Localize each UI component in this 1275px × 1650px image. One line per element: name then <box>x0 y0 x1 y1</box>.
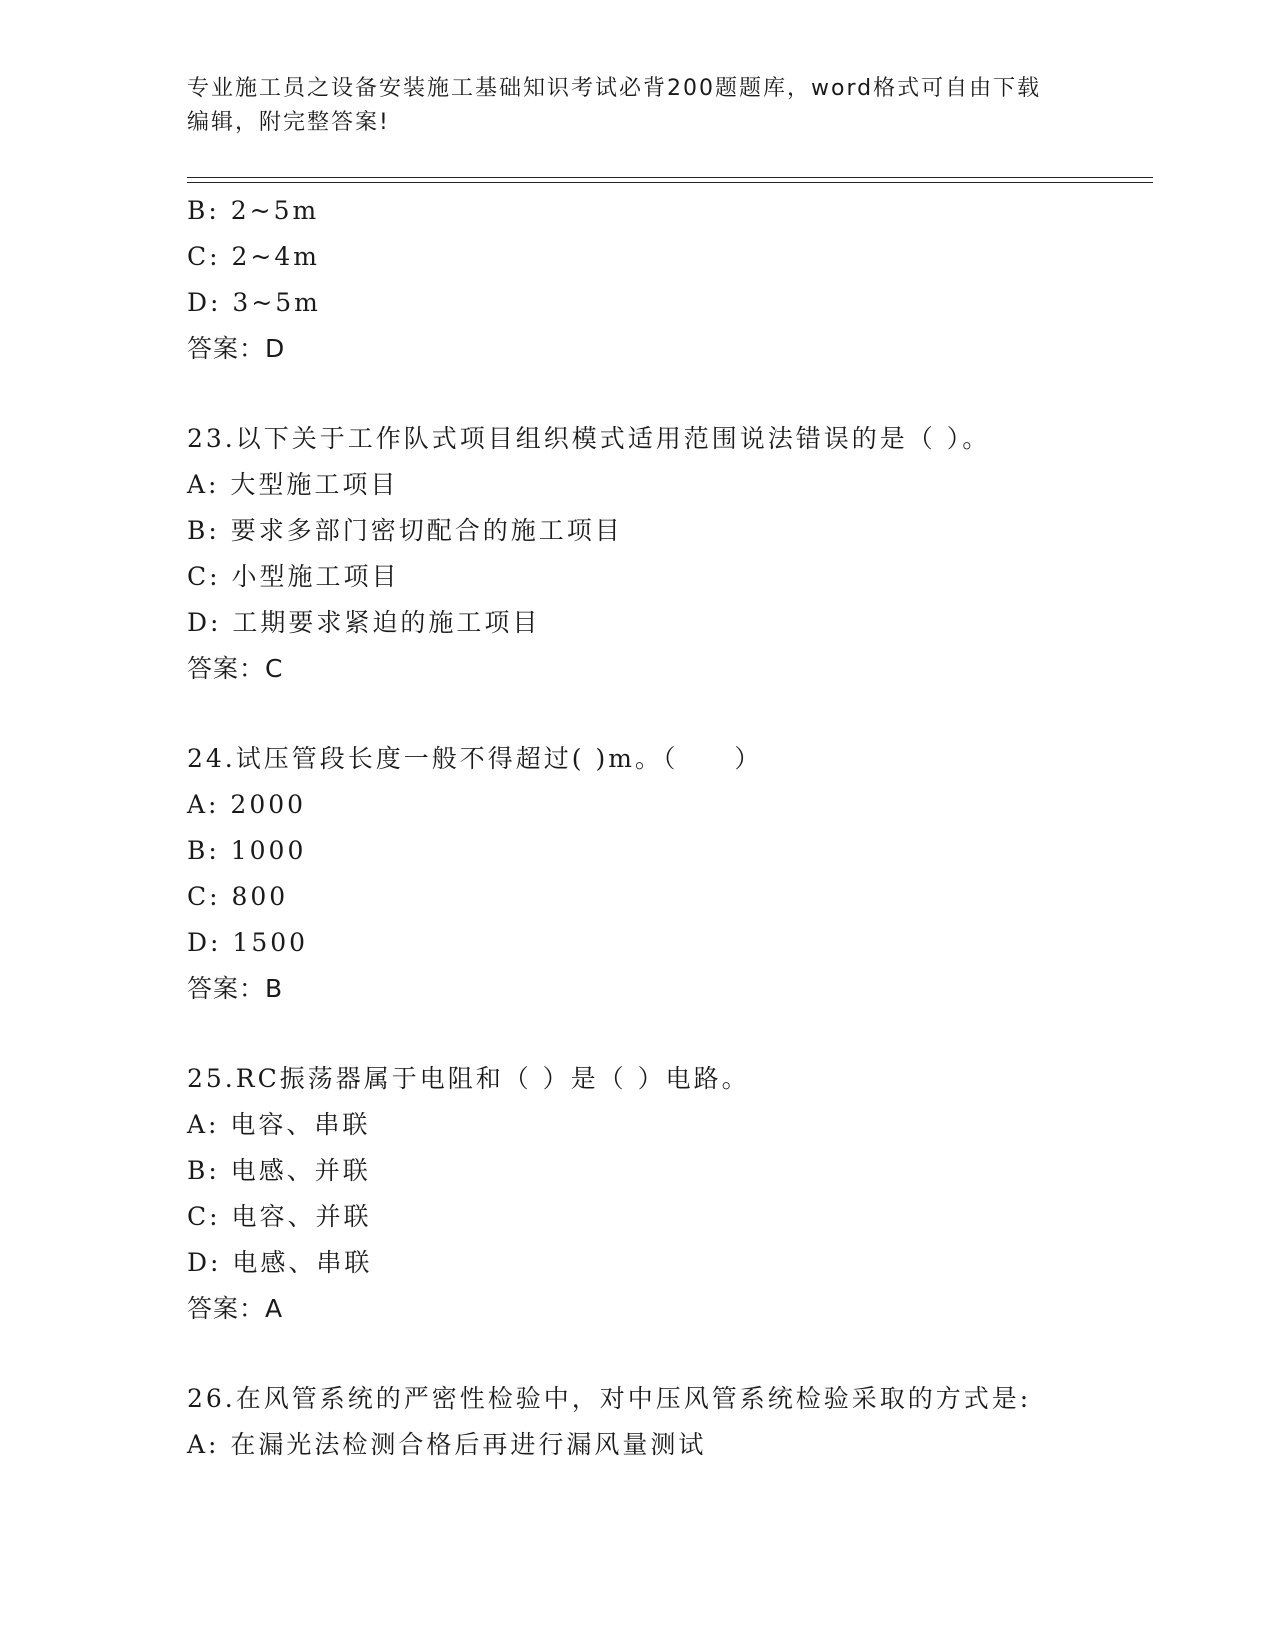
question-22-block <box>187 188 1153 372</box>
option-d: D: 1500 <box>187 928 309 957</box>
answer-text: 答案：A <box>187 1294 284 1323</box>
answer-text: 答案：C <box>187 654 284 683</box>
option-a: A: 电容、串联 <box>187 1110 371 1139</box>
header-rule-top <box>187 177 1153 178</box>
question-spacer <box>187 692 1153 736</box>
option-d: D: 电感、串联 <box>187 1248 373 1277</box>
question-text: 25.RC振荡器属于电阻和（ ）是（ ）电路。 <box>187 1064 750 1093</box>
question-text: 26.在风管系统的严密性检验中，对中压风管系统检验采取的方式是: <box>187 1384 1032 1413</box>
option-d: D: 工期要求紧迫的施工项目 <box>187 608 541 637</box>
question-text: 23.以下关于工作队式项目组织模式适用范围说法错误的是（ ）。 <box>187 424 991 453</box>
header-title-line-1: 专业施工员之设备安装施工基础知识考试必背200题题库，word格式可自由下载 <box>187 76 1042 101</box>
question-26-block <box>187 1376 1153 1468</box>
option-a: A: 2000 <box>187 790 307 819</box>
question-text: 24.试压管段长度一般不得超过( )m。（ ） <box>187 744 763 773</box>
option-b: B: 2~5m <box>187 196 320 225</box>
option-c: C: 800 <box>187 882 289 911</box>
option-b: B: 1000 <box>187 836 307 865</box>
option-c: C: 电容、并联 <box>187 1202 372 1231</box>
question-23-block <box>187 416 1153 692</box>
question-list <box>187 188 1153 1468</box>
question-spacer <box>187 1332 1153 1376</box>
header-title-line-2: 编辑，附完整答案! <box>187 110 390 135</box>
answer-text: 答案：B <box>187 974 284 1003</box>
option-b: B: 要求多部门密切配合的施工项目 <box>187 516 623 545</box>
option-a: A: 在漏光法检测合格后再进行漏风量测试 <box>187 1430 707 1459</box>
option-c: C: 2~4m <box>187 242 320 271</box>
option-a: A: 大型施工项目 <box>187 470 399 499</box>
option-c: C: 小型施工项目 <box>187 562 400 591</box>
document-header <box>187 72 1087 140</box>
option-b: B: 电感、并联 <box>187 1156 371 1185</box>
question-spacer <box>187 1012 1153 1056</box>
option-d: D: 3~5m <box>187 288 321 317</box>
question-24-block <box>187 736 1153 1012</box>
question-25-block <box>187 1056 1153 1332</box>
question-spacer <box>187 372 1153 416</box>
answer-text: 答案：D <box>187 334 286 363</box>
header-rule-bottom <box>187 182 1153 183</box>
